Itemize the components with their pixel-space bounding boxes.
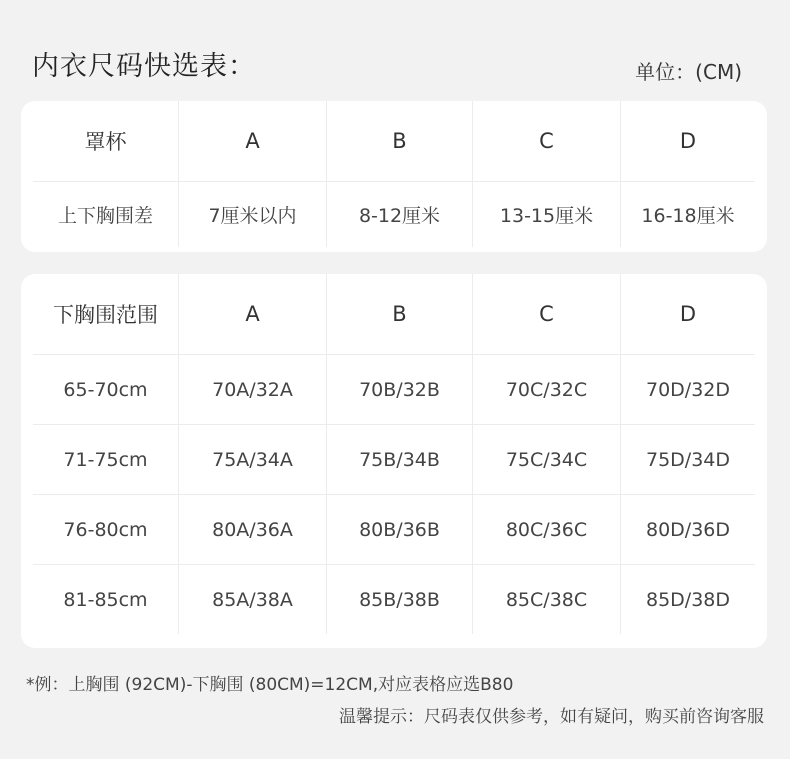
table-header-row: [33, 101, 755, 182]
header-cell: C: [473, 101, 621, 181]
header-cell: 下胸围范围: [33, 274, 179, 354]
table-cell: 75C/34C: [473, 425, 621, 494]
header-cell: C: [473, 274, 621, 354]
table-cell: 80B/36B: [327, 495, 473, 564]
table-row: [33, 425, 755, 495]
header-cell: D: [679, 302, 697, 326]
header-cell: A: [179, 274, 327, 354]
example-note: *例：上胸围 (92CM)-下胸围 (80CM)=12CM,对应表格应选B80: [26, 675, 514, 695]
table-cell: 85D/38D: [645, 588, 730, 611]
cup-difference-table: [21, 101, 767, 252]
page-title: 内衣尺码快选表：: [32, 51, 256, 82]
header-cell: 罩杯: [33, 101, 179, 181]
table-cell: 80A/36A: [179, 495, 327, 564]
header-cell: D: [679, 129, 697, 153]
table-cell: 上下胸围差: [33, 182, 179, 247]
table-cell: 85C/38C: [473, 565, 621, 634]
table-cell: 75B/34B: [327, 425, 473, 494]
table-cell: 80D/36D: [645, 518, 730, 541]
table-row: [33, 182, 755, 247]
table-cell: 70B/32B: [327, 355, 473, 424]
table-cell: 75D/34D: [645, 448, 730, 471]
header-cell: A: [179, 101, 327, 181]
table-cell: 65-70cm: [33, 355, 179, 424]
header-cell: B: [327, 274, 473, 354]
table-cell: 70A/32A: [179, 355, 327, 424]
table-cell: 85A/38A: [179, 565, 327, 634]
table-cell: 70C/32C: [473, 355, 621, 424]
table-row: [33, 495, 755, 565]
table-cell: 7厘米以内: [179, 182, 327, 247]
table-cell: 13-15厘米: [473, 182, 621, 247]
table-cell: 70D/32D: [645, 378, 730, 401]
table-cell: 85B/38B: [327, 565, 473, 634]
size-table: [21, 274, 767, 648]
table-cell: 75A/34A: [179, 425, 327, 494]
table-cell: 81-85cm: [33, 565, 179, 634]
table-header-row: [33, 274, 755, 355]
table-row: [33, 565, 755, 634]
tip-note: 温馨提示：尺码表仅供参考，如有疑问，购买前咨询客服: [339, 707, 764, 727]
header-cell: B: [327, 101, 473, 181]
table-cell: 71-75cm: [33, 425, 179, 494]
table-cell: 16-18厘米: [641, 205, 735, 227]
unit-label: 单位：(CM): [635, 60, 742, 84]
table-cell: 76-80cm: [33, 495, 179, 564]
table-row: [33, 355, 755, 425]
table-cell: 8-12厘米: [327, 182, 473, 247]
table-cell: 80C/36C: [473, 495, 621, 564]
